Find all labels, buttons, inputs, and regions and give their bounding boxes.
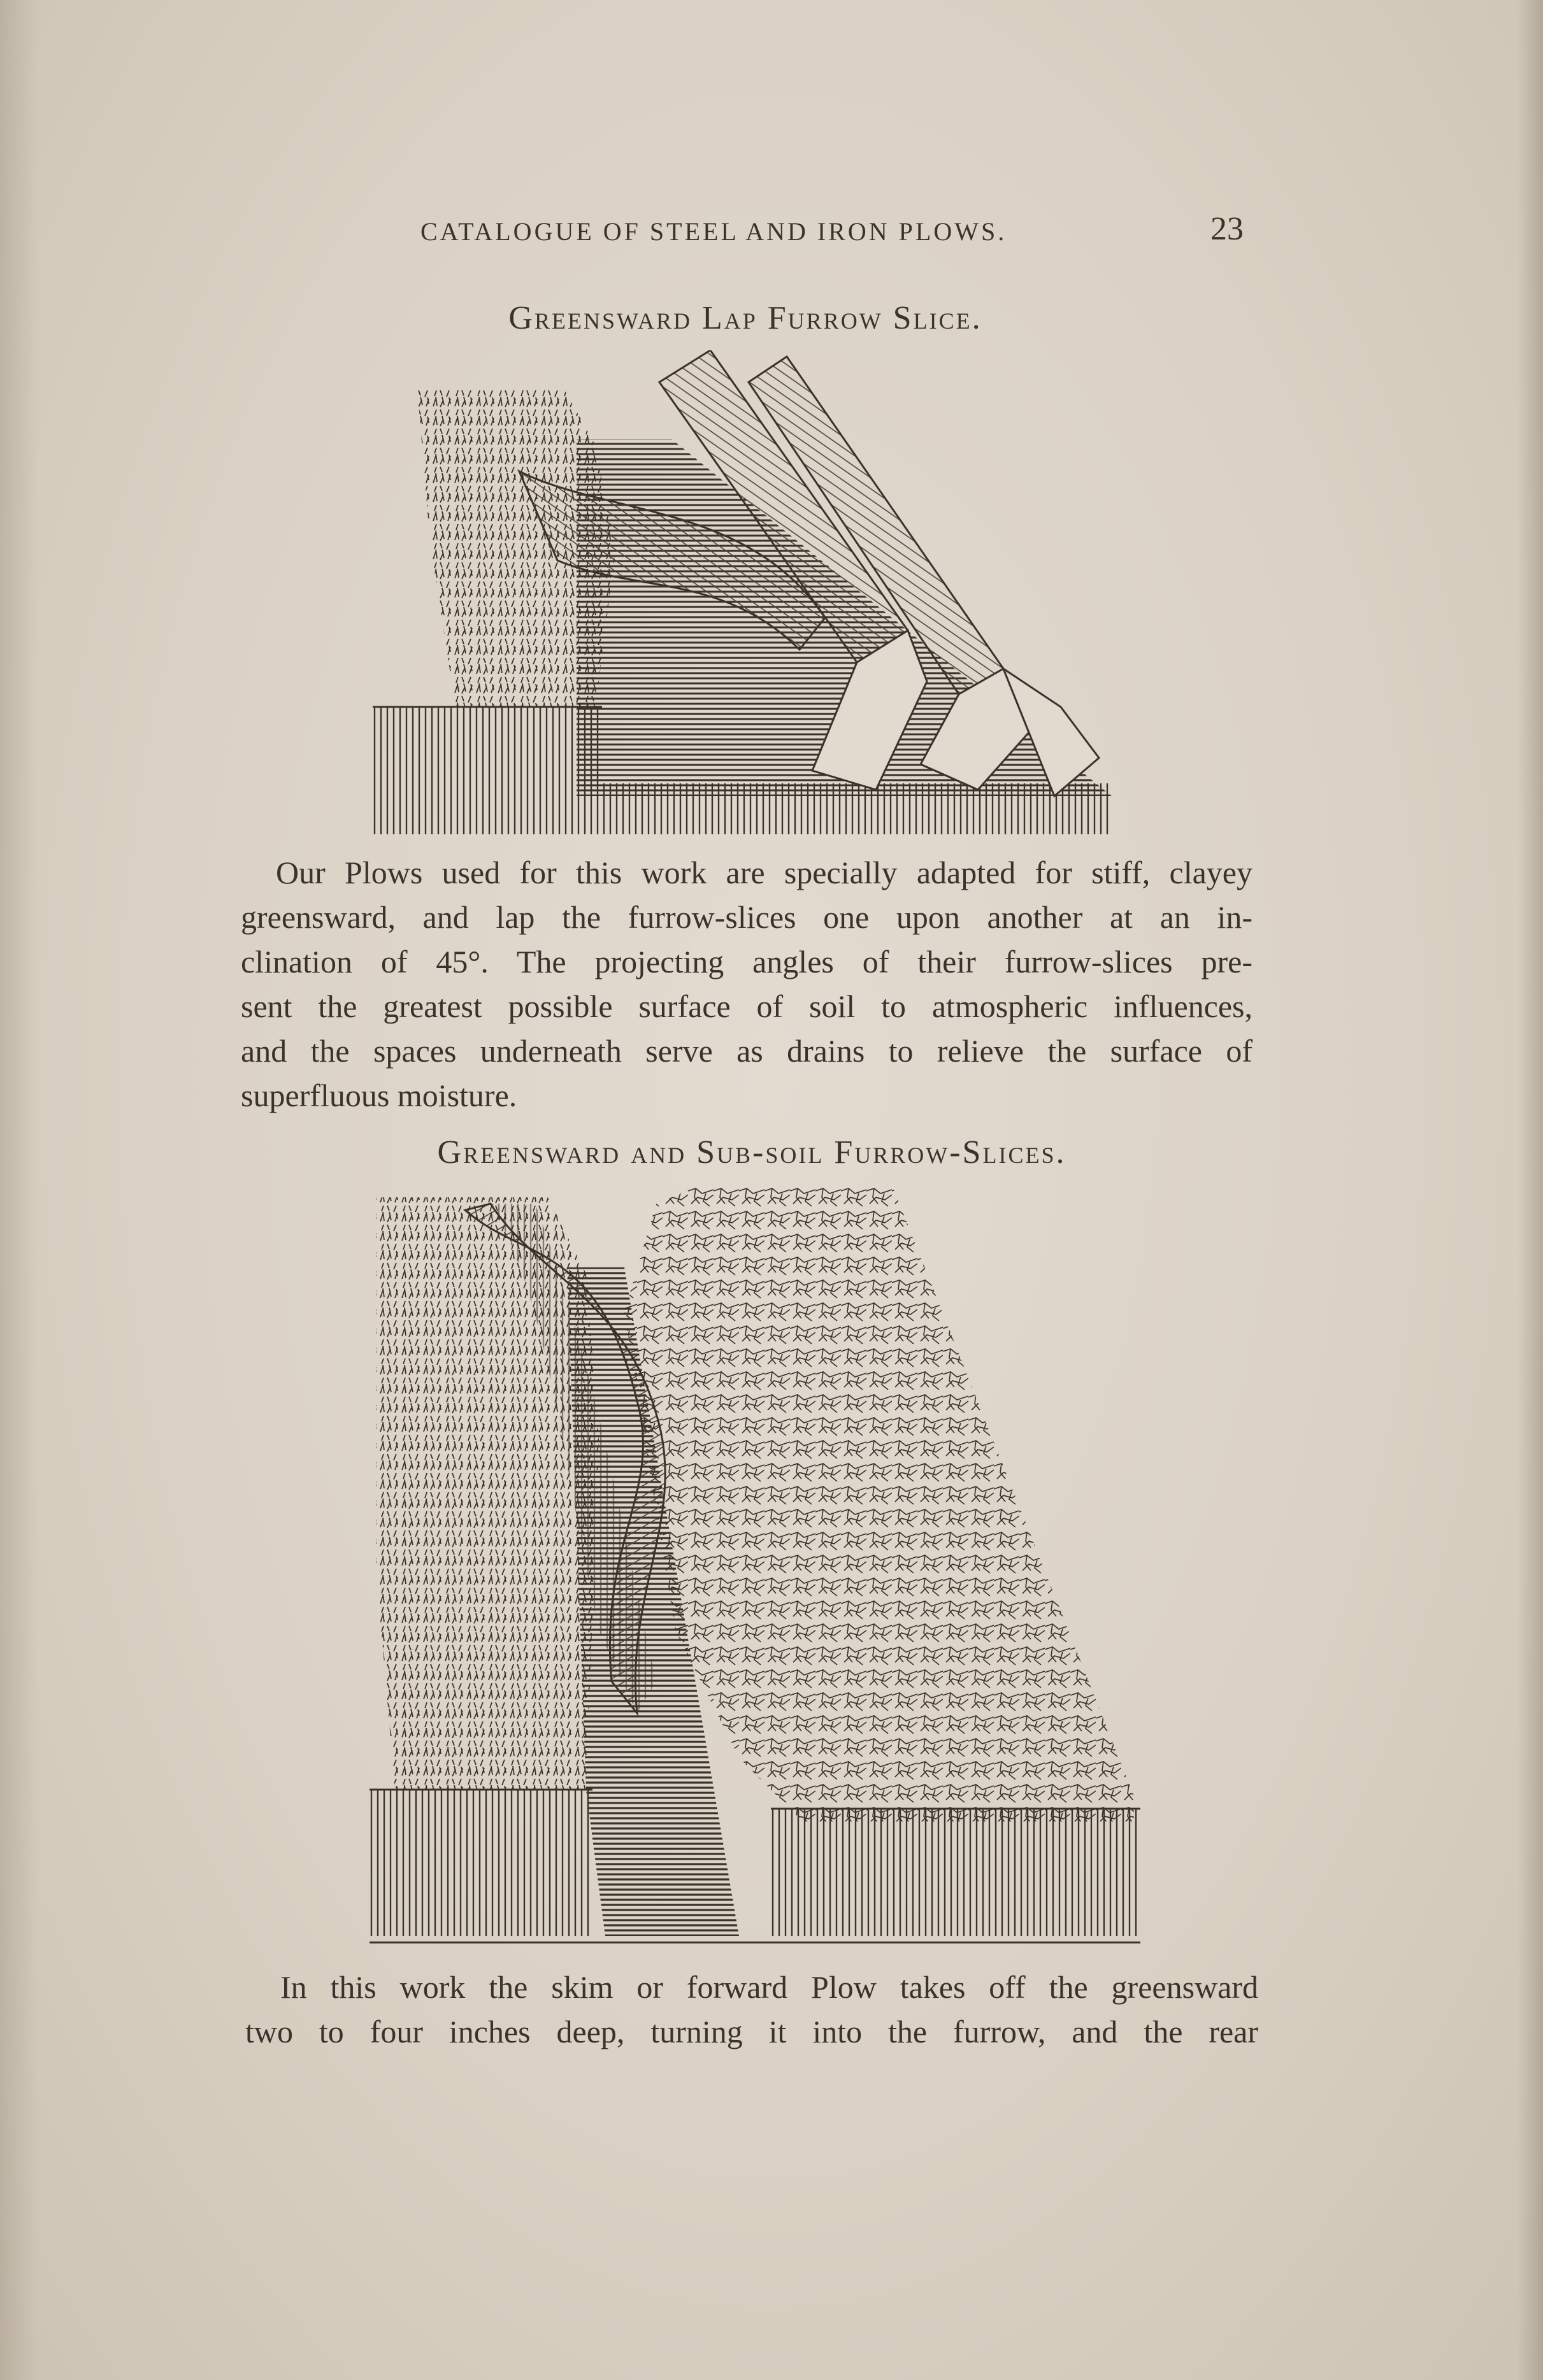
paragraph-line: Our Plows used for this work are specially adapted for stiff, clayey — [276, 855, 1252, 890]
paragraph-line: sent the greatest possible surface of soil to atmospheric influences, — [241, 988, 1252, 1024]
paragraph-line: In this work the skim or forward Plow takes off the greensward — [280, 1969, 1258, 2005]
page-edge-wear — [0, 0, 38, 2380]
figure-greensward-subsoil — [357, 1185, 1153, 1949]
paragraph-line: clination of 45°. The projecting angles of their furrow-slices pre- — [241, 944, 1252, 980]
figure-lap-furrow-slice — [366, 350, 1118, 841]
figure-caption-lap-furrow: Greensward Lap Furrow Slice. — [508, 300, 982, 336]
paragraph-lap-furrow — [241, 850, 1252, 1118]
paragraph-line: and the spaces underneath serve as drains to relieve the surface of — [241, 1033, 1252, 1069]
paragraph-line: two to four inches deep, turning it into the furrow, and the rear — [245, 2014, 1258, 2049]
page-number: 23 — [1210, 211, 1244, 247]
paragraph-line: superfluous moisture. — [241, 1078, 517, 1113]
running-head: CATALOGUE OF STEEL AND IRON PLOWS. — [420, 217, 1007, 246]
paragraph-line: greensward, and lap the furrow-slices one upon another at an in- — [241, 899, 1252, 935]
paragraph-subsoil — [245, 1965, 1258, 2054]
page-edge-shadow — [1518, 0, 1543, 2380]
figure-caption-subsoil: Greensward and Sub-soil Furrow-Slices. — [437, 1134, 1066, 1171]
